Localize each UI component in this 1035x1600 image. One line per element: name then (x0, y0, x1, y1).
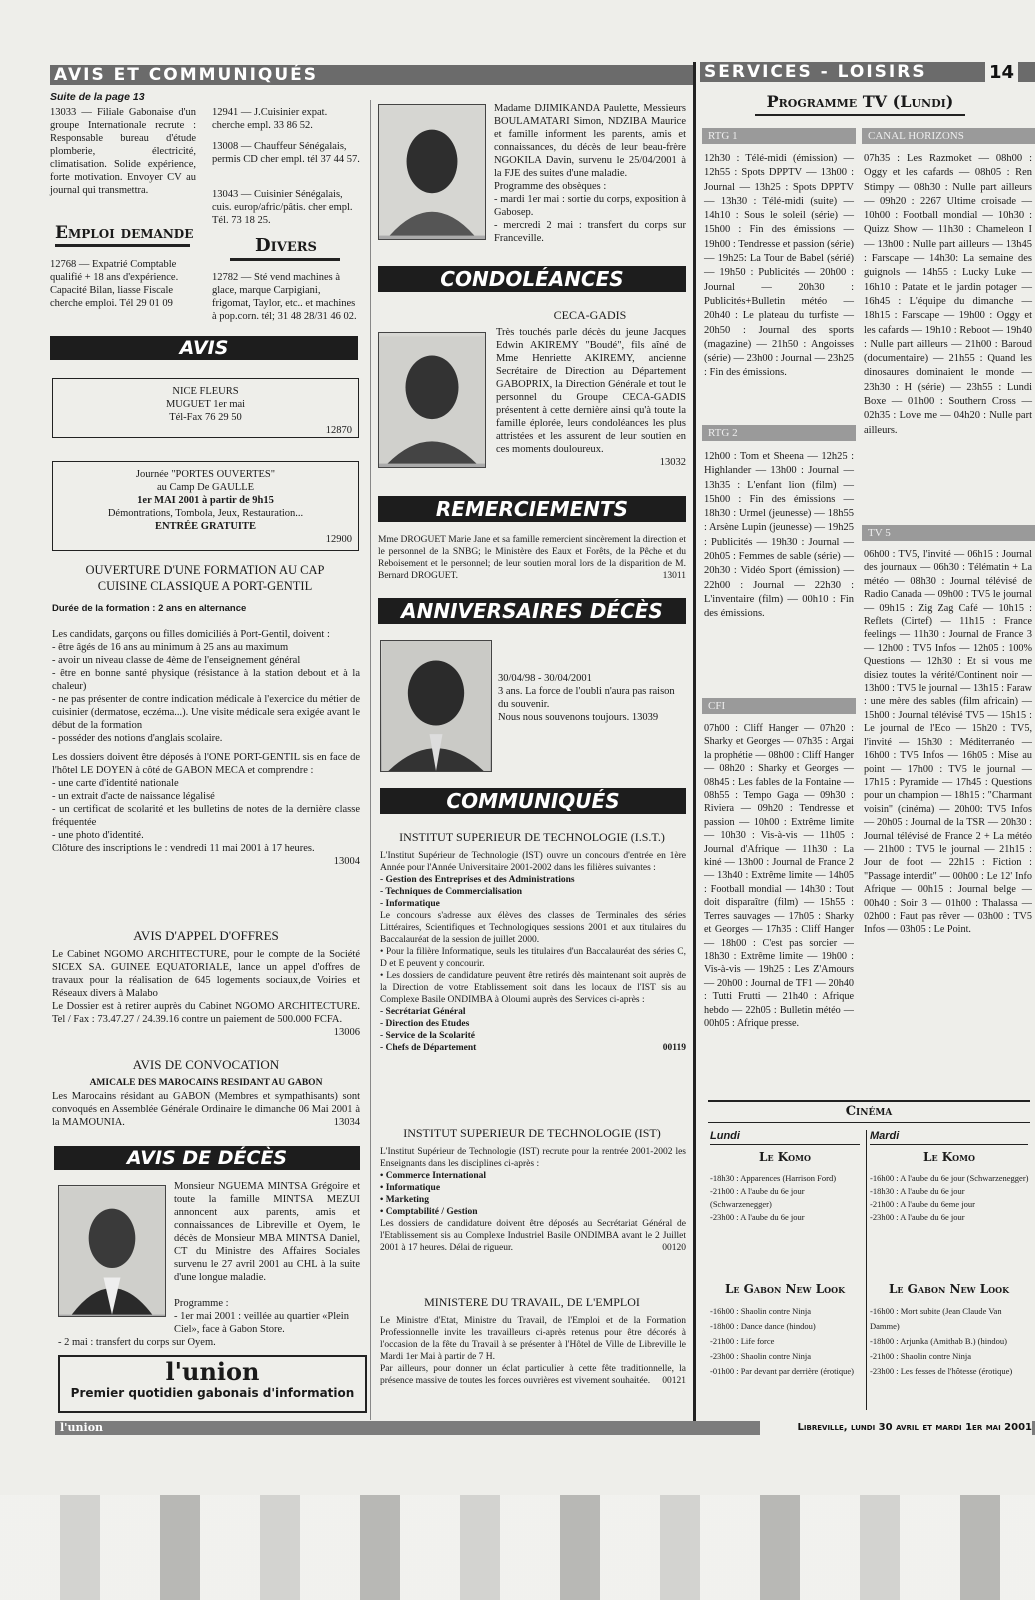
divider (755, 114, 965, 116)
portes-ouvertes-ad (52, 461, 359, 551)
cinema-item: -18h30 : A l'aube du 6e jour (870, 1186, 965, 1196)
band-title: COMMUNIQUÉS (446, 789, 620, 813)
condoleances-band (378, 266, 686, 292)
ad-line: Journée "PORTES OUVERTES" (135, 469, 276, 480)
cinema-item: -21h00 : A l'aube du 6e jour (Schwarzenegger) (710, 1186, 805, 1209)
condoleances-text (496, 326, 686, 469)
ad-line: 1er MAI 2001 à partir de 9h15 (137, 495, 274, 506)
classified-ad: 12782 — Sté vend machines à glace, marque Carpigiani, frigomat, Taylor, etc.. et machines à pop.corn. tél; 31 48 28/31 46 02. (212, 272, 357, 322)
union-logo: l'union (165, 1357, 260, 1386)
remerciements-text (378, 534, 686, 582)
cinema-item: -18h00 : Arjunka (Amithab B.) (hindou) (870, 1336, 1007, 1346)
cinema-item: -16h00 : Mort subite (Jean Claude Van Damme) (870, 1306, 1002, 1331)
ad-line: NICE FLEURS (172, 386, 239, 397)
appel-offres-text: Le Dossier est à retirer auprès du Cabinet NGOMO ARCHITECTURE. Tel / Fax : 73.47.27 / 24.39.16 contre un paiement de 500.000 FCFA. (52, 1001, 360, 1025)
nice-fleurs-ad (52, 378, 359, 438)
communiques-band (380, 788, 686, 814)
formation-title: OUVERTURE D'UNE FORMATION AU CAP CUISINE CLASSIQUE A PORT-GENTIL (85, 563, 325, 593)
ad-ref: 13039 (631, 712, 659, 723)
continued-note: Suite de la page 13 (50, 91, 145, 103)
anniversaire-text (498, 672, 686, 724)
ad-ref: 13006 (333, 1027, 360, 1038)
ad-ref: 13034 (333, 1117, 360, 1128)
formation-duree: Durée de la formation : 2 ans en alternance (52, 603, 247, 614)
tv-schedule-tv5: 06h00 : TV5, l'invité — 06h15 : Journal des journaux — 06h30 : Télématin + La météo — 08h30 : Journal télévisé de Radio Canada — 09h00 : TV5 le journal — 09h15 : Zig Zag Café — 10h15 : Reflets (Cirtef) — 11h15 : France feelings — 11h30 : Journal de France 3 — 12h00 : TV5 Infos — 12h05 : 100% Questions — 12h30 : Et si vous me disiez toutes la vérité/Continent noir — 13h00 : TV5 le journal — 13h15 : Faraw : une mère des sables (film africain) — 15h00 : Journal télévisé TV5 — 15h15 : Le journal de l'Eco — 15h20 : TV5, l'invité — 15h30 : Méditerranéo — 16h00 : TV5 Infos — 16h05 : Mise au point — 17h00 : TV5 le journal — 17h15 : Pyramide — 17h45 : Questions pour un champion — 18h15 : "Charmant voisin" (cinéma) — 20h00: TV5 Infos — 20h05 : Journal de la TSR — 20h30 : Journal télévisé de France 2 + La météo — 21h00 : TV5 le journal — 21h15 : Jour de foot — 22h15 : Fiction : "Passage interdit" — 00h00 : Le 12' Info Afrique — 00h15 : Journal belge — 00h40 : Soir 3 — 01h00 : Thalassa — 02h00 : Faut pas rêver — 03h00 : TV5 Infos — 03h05 : Le Point. (864, 549, 1032, 936)
portrait-photo (378, 332, 486, 468)
cinema-list (710, 1304, 862, 1379)
obseques-text (494, 102, 686, 245)
deces-programme (58, 1297, 360, 1349)
tv-schedule-cfi: 07h00 : Cliff Hanger — 07h20 : Sharky et Georges — 07h35 : Argai la prophétie — 08h00 : Cliff Hanger — 08h20 : Sharky et Georges — 08h45 : Les fables de la Fontaine — 08h55 : Tempo Gaga — 09h30 : Riviera — 09h20 : Tendresse et passion — 10h00 : Extrême limite — 10h30 : Vis-à-vis — 11h05 : Journal d'Afrique — 11h30 : La kiné — 13h00 : Journal de France 2 — 13h40 : Extrême limite — 14h05 : Football mondial — 14h30 : Tout doit disparaître (film) — 15h55 : Terres sauvages — 17h05 : Sharky et Georges — 17h35 : Cliff Hanger — 18h00 : C'est pas sorcier — 18h30 : Extrême limite — 19h00 : Vis-à-vis — 19h25 : Les Z'Amours — 20h00 : Journal de TF1 — 20h40 : Tutti Frutti — 21h40 : Afrique hebdo — 22h05 : Bulletin météo — 00h05 : Afrique presse. (704, 723, 854, 1029)
condoleances-body: Très touchés parle décès du jeune Jacques Edwin AKIREMY "Boudé", fils aîné de Mme Henriette AKIREMY, ancienne Secrétaire de Direction au Département GABOPRIX, la Direction Générale et tout le personnel du Groupe CECA-GADIS présentent à cette dernière ainsi qu'à toute la famille éplorée, leurs condoléances les plus attristées et les assurent de leur soutien en ces moments douloureux. (496, 327, 686, 455)
formation-intro: Les candidats, garçons ou filles domiciliés à Port-Gentil, doivent : (52, 629, 330, 640)
divider (870, 1144, 1028, 1145)
deces-band (54, 1146, 360, 1170)
band-title: AVIS DE DÉCÈS (126, 1147, 288, 1169)
cinema-newlook: Le Gabon New Look (724, 1282, 846, 1296)
cinema-item: -21h00 : Shaolin contre Ninja (870, 1351, 972, 1361)
formation-body (52, 628, 360, 868)
cinema-item: -21h00 : Life force (710, 1336, 775, 1346)
tv-schedule-canal: 07h35 : Les Razmoket — 08h00 : Oggy et les cafards — 08h05 : Ren Stimpy — 08h30 : Nulle part ailleurs — 09h20 : 2267 Ultime croisade — 10h00 : Football mondial — 10h30 : Quizz Show — 11h30 : Chameleon I — 13h00 : Nulle part ailleurs — 13h45 : Farscape — 14h30: La semaine des guignols — 14h55 : Lucky Luke — 16h10 : Patate et le jardin potager — 16h45 : L'équipe du dimanche — 18h15 : Farscape — 19h00 : Oggy et les cafards — 19h10 : Reboot — 19h40 : Nulle part ailleurs — 21h00 : Baroud (documentaire) — 21h55 : Quand les dinosaures dominaient le monde — 23h30 : H (série) — 23h55 : Lundi Boxe — 01h00 : Southern Cross — 02h35 : Love me — 04h20 : Nulle part ailleurs. (864, 153, 1032, 436)
ist2-body (380, 1146, 686, 1254)
portrait-illustration (381, 641, 491, 771)
classified-ad: 13033 — Filiale Gabonaise d'un groupe Internationale recrute : Responsable bureau d'étude plomberie, électricité, climatisation. Solide expérience, forte motivation. Envoyer CV au journal qui transmettra. (50, 107, 196, 196)
cinema-day: Lundi (710, 1130, 740, 1142)
column-rule (370, 100, 371, 1420)
deces-step: - 2 mai : transfert du corps sur Oyem. (58, 1337, 216, 1348)
ist-filiere: - Gestion des Entreprises et des Administrations (380, 875, 575, 885)
ist-service: - Secrétariat Général (380, 1007, 466, 1017)
ist2-text: L'Institut Supérieur de Technologie (IST) recrute pour la rentrée 2001-2002 les Enseignants dans les disciplines ci-après : (380, 1147, 686, 1169)
ministere-text: Le Ministre d'Etat, Ministre du Travail, de l'Emploi et de la Formation Professionnelle invite les travailleurs ci-après retenus pour être décorés à l'occasion de la fête du Travail à se présenter à l'Hôtel de Ville de Libreville le Mardi 1er Mai à partir de 7 H. (380, 1316, 686, 1362)
ad-line: MUGUET 1er mai (165, 399, 246, 410)
cinema-item: -23h00 : A l'aube du 6e jour (870, 1212, 965, 1222)
ad-line: ENTRÉE GRATUITE (154, 521, 257, 532)
cinema-item: -23h00 : A l'aube du 6e jour (710, 1212, 805, 1222)
divider (55, 244, 190, 247)
ad-ref: 13032 (659, 457, 686, 468)
ist-text: • Pour la filière Informatique, seuls les titulaires d'un Baccalauréat des séries C, D et E peuvent y concourir. (380, 947, 686, 969)
cinema-list (870, 1172, 1030, 1224)
formation-req: - ne pas présenter de contre indication médicale à l'exercice du métier de cuisinier (dermatose, eczéma...). Une visite médicale sera exigée avant le début de la formation (52, 694, 360, 731)
anniversaire-line (498, 711, 686, 724)
ministere-body (380, 1315, 686, 1387)
convocation-text: Les Marocains résidant au GABON (Membres et sympathisants) sont convoqués en Assemblée Générale Ordinaire le dimanche 06 Mai 2001 à la MAMOUNIA. (52, 1091, 360, 1128)
appel-offres-title: AVIS D'APPEL D'OFFRES (133, 928, 279, 943)
ist-service-label: - Chefs de Département (380, 1043, 477, 1053)
formation-dossier: Les dossiers doivent être déposés à l'ONE PORT-GENTIL sis en face de l'hôtel LE DOYEN à côté de GABON MECA et comprendre : (52, 752, 360, 776)
channel-header: CANAL HORIZONS (862, 128, 1035, 144)
formation-req: - posséder des notions d'anglais scolaire. (52, 733, 223, 744)
divider (710, 1144, 860, 1145)
cinema-komo: Le Komo (923, 1150, 975, 1164)
appel-offres-body (52, 948, 360, 1039)
ad-line: Tél-Fax 76 29 50 (169, 412, 242, 423)
cinema-title: Cinéma (845, 1104, 893, 1119)
deces-text: Monsieur NGUEMA MINTSA Grégoire et toute la famille MINTSA MEZUI annoncent aux parents, amis et connaissances de Libreville et Oyem, le décès de Monsieur MBA MINTSA Daniel, CT du Ministre des Affaires Sociales survenu le 27 avril 2001 au CHL à la suite d'une longue maladie. (174, 1181, 360, 1283)
cinema-newlook: Le Gabon New Look (888, 1282, 1010, 1296)
ad-ref: 00119 (662, 1043, 686, 1053)
portrait-illustration (379, 105, 485, 239)
classified-ad: 13008 — Chauffeur Sénégalais, permis CD cher empl. tél 37 44 57. (212, 141, 360, 165)
divider (230, 258, 340, 261)
formation-doc: - un extrait d'acte de naissance légalisé (52, 791, 215, 802)
formation-doc: - un certificat de scolarité et les bulletins de notes de la dernière classe fréquentée (52, 804, 360, 828)
portrait-photo (378, 104, 486, 240)
ist2-text: Les dossiers de candidature doivent être déposés au Secrétariat Général de l'Etablissement sis au Complexe Industriel Basile ONDIMBA avant le 2 Juillet 2001 à 17 heures. Délai de rigueur. (380, 1219, 686, 1253)
cinema-item: -23h00 : Les fesses de l'hôtesse (érotique) (870, 1366, 1013, 1376)
cinema-item: -23h00 : Shaolin contre Ninja (710, 1351, 812, 1361)
cinema-list (710, 1172, 862, 1224)
emploi-heading: Emploi demande (55, 223, 194, 243)
ist-body (380, 850, 686, 1054)
formation-req: - être âgés de 16 ans au minimum à 25 ans au maximum (52, 642, 289, 653)
ist2-discipline: • Comptabilité / Gestion (380, 1207, 478, 1217)
cinema-item: -16h00 : A l'aube du 6e jour (Schwarzenegger) (870, 1173, 1029, 1183)
cinema-item: -16h00 : Shaolin contre Ninja (710, 1306, 812, 1316)
ad-ref: 12870 (325, 425, 352, 436)
ist2-title: INSTITUT SUPERIEUR DE TECHNOLOGIE (IST) (403, 1126, 661, 1140)
band-title: CONDOLÉANCES (440, 267, 624, 291)
obseques-step: - mardi 1er mai : sortie du corps, exposition à Gabosep. (494, 194, 686, 218)
anniversaire-line: 3 ans. La force de l'oubli n'aura pas raison du souvenir. (498, 686, 675, 710)
ist2-discipline: • Commerce International (380, 1171, 487, 1181)
ministere-text: Par ailleurs, pour donner un éclat particulier à cette fête traditionnelle, la présence massive de toutes les forces ouvrières est vivement souhaitée. (380, 1364, 686, 1386)
ministere-title: MINISTERE DU TRAVAIL, DE L'EMPLOI (424, 1295, 640, 1309)
classified-ad: 12941 — J.Cuisinier expat. cherche empl. 33 86 52. (212, 107, 328, 131)
ist-text: Le concours s'adresse aux élèves des classes de Terminales des séries Littéraires, Scientifiques et Technologiques sessions 2001 et aux titulaires du Baccalauréat de la session de juillet 2000. (380, 911, 686, 945)
obseques-prog: Programme des obsèques : (494, 181, 607, 192)
convocation-body (52, 1090, 360, 1129)
avis-band (50, 336, 358, 360)
scan-noise (0, 1495, 1035, 1600)
formation-cloture: Clôture des inscriptions le : vendredi 11 mai 2001 à 17 heures. (52, 843, 315, 854)
formation-doc: - une photo d'identité. (52, 830, 144, 841)
deces-step: - 1er mai 2001 : veillée au quartier «Plein Ciel», face à Gabon Store. (174, 1311, 349, 1335)
convocation-title: AVIS DE CONVOCATION (132, 1057, 280, 1072)
ist-filiere: - Techniques de Commercialisation (380, 887, 523, 897)
classified-ad: 13043 — Cuisinier Sénégalais, cuis. europ/afric/pâtis. cher empl. Tél. 73 18 25. (212, 189, 353, 226)
ist-filiere: - Informatique (380, 899, 440, 909)
ad-ref: 00121 (662, 1376, 686, 1386)
cinema-list (870, 1304, 1030, 1379)
remerciements-body: Mme DROGUET Marie Jane et sa famille remercient sincèrement la direction et le personnel de la SNBG; le Ministère des Eaux et Forêts, de la Pêche et du Reboisement et le personnel; de leur soutien moral lors de la disparition de M. Bernard DROGUET. (378, 535, 686, 581)
ist2-discipline: • Marketing (380, 1195, 429, 1205)
page-number: 14 (985, 62, 1018, 83)
obseques-body: Madame DJIMIKANDA Paulette, Messieurs BOULAMATARI Simon, NDZIBA Maurice et famille informent les parents, amis et connaissances, du décès de leur beau-frère NGOKILA Davin, survenu le 25/04/2001 à la FJE des suites d'une maladie. (494, 103, 686, 179)
divider (708, 1100, 1030, 1102)
ist-title: INSTITUT SUPERIEUR DE TECHNOLOGIE (I.S.T.) (399, 830, 665, 844)
channel-header: CFI (702, 698, 856, 714)
ad-line: au Camp De GAULLE (156, 482, 255, 493)
ist-service: - Service de la Scolarité (380, 1031, 475, 1041)
cinema-day: Mardi (870, 1130, 900, 1142)
cinema-komo: Le Komo (759, 1150, 811, 1164)
ad-line: Démontrations, Tombola, Jeux, Restauration... (107, 508, 304, 519)
formation-req: - être en bonne santé physique (résistance à la station debout et à la chaleur) (52, 668, 360, 692)
channel-header: TV 5 (862, 525, 1035, 541)
tv-title: Programme TV (Lundi) (766, 92, 954, 111)
union-logo-box (58, 1355, 367, 1413)
ad-ref: 13004 (333, 856, 360, 867)
ist-service: - Direction des Etudes (380, 1019, 470, 1029)
remerciements-band (378, 496, 686, 522)
divers-heading: Divers (255, 235, 317, 256)
section-title: AVIS ET COMMUNIQUÉS (54, 65, 319, 85)
cinema-item: -21h00 : A l'aube du 6eme jour (870, 1199, 975, 1209)
ad-ref: 13011 (662, 571, 686, 581)
ist-service (380, 1042, 686, 1054)
appel-offres-text: Le Cabinet NGOMO ARCHITECTURE, pour le compte de la Société SICEX SA. GUINEE EQUATORIALE, lance un appel d'offres de travaux pour la réalisation de 645 logements sociaux,de Voiries et Réseaux divers à Malabo (52, 949, 360, 999)
anniversaire-dates: 30/04/98 - 30/04/2001 (498, 673, 592, 684)
anniversaires-band (378, 598, 686, 624)
deces-prog: Programme : (174, 1298, 229, 1309)
footer-date: Libreville, lundi 30 avril et mardi 1er mai 2001 (760, 1420, 1032, 1435)
cinema-item: -18h30 : Apparences (Harrison Ford) (710, 1173, 837, 1183)
portrait-photo (380, 640, 492, 772)
condoleances-subtitle: CECA-GADIS (553, 308, 627, 322)
anniversaire-line-text: Nous nous souvenons toujours. (498, 712, 630, 723)
cinema-item: -01h00 : Par devant par derrière (érotique) (710, 1366, 854, 1376)
formation-req: - avoir un niveau classe de 4ème de l'enseignement général (52, 655, 301, 666)
ad-ref: 12900 (325, 534, 352, 545)
portrait-illustration (379, 333, 485, 467)
ad-ref: 00120 (662, 1243, 686, 1253)
cinema-item: -18h00 : Dance dance (hindou) (710, 1321, 816, 1331)
channel-header: RTG 1 (702, 128, 856, 144)
divider (708, 1122, 1030, 1123)
ist2-discipline: • Informatique (380, 1183, 441, 1193)
band-title: ANNIVERSAIRES DÉCÈS (401, 599, 663, 623)
convocation-subtitle: AMICALE DES MAROCAINS RESIDANT AU GABON (89, 1078, 323, 1088)
band-title: AVIS (179, 337, 229, 359)
channel-header: RTG 2 (702, 425, 856, 441)
footer-logo: l'union (60, 1421, 104, 1434)
union-tagline: Premier quotidien gabonais d'information (70, 1386, 355, 1400)
column-rule (866, 1130, 867, 1410)
formation-doc: - une carte d'identité nationale (52, 778, 179, 789)
obseques-step: - mercredi 2 mai : transfert du corps sur Franceville. (494, 220, 686, 244)
section-title: SERVICES - LOISIRS (704, 62, 927, 82)
section-banner-avis (50, 65, 694, 85)
classified-ad: 12768 — Expatrié Comptable qualifié + 18 ans d'expérience. Capacité Bilan, liasse Fiscale cherche emploi. Tél 29 01 09 (50, 259, 179, 309)
band-title: REMERCIEMENTS (435, 497, 629, 521)
column-rule (693, 62, 696, 1422)
ist-text: • Les dossiers de candidature peuvent être retirés dès maintenant soit auprès de la Direction de votre Etablissement soit dans les locaux de l'IST sis au Complexe Basile ONDIMBA à Oloumi auprès des Services ci-après : (380, 971, 686, 1005)
tv-schedule-rtg2: 12h00 : Tom et Sheena — 12h25 : Highlander — 13h00 : Journal — 13h35 : L'enfant lion (film) — 15h00 : Fin des émissions — 18h30 : Urmel (jeunesse) — 18h55 : Arsène Lupin (jeunesse) — 19h25 : Publicités — 19h30 : Journal — 20h05 : Femmes de sable (série) — 20h30 : Vidéo Sport (émission) — 22h00 : Journal — 22h30 : L'inventaire (film) — 00h10 : Fin des émissions. (704, 451, 854, 620)
tv-schedule-rtg1: 12h30 : Télé-midi (émission) — 12h55 : Spots DPPTV — 13h00 : Journal — 13h25 : Spots DPPTV — 13h30 : Télé-midi (suite) — 14h10 : Sous le soleil (série) — 15h00 : Fin des émissions — 19h00 : Tendresse et passion (série) — 19h25: La Tour de Babel (sérié) — 19h50 : Publicités — 20h00 : Journal — 20h30 : Publicités+Bulletin météo — 20h40 : Le plateau du turfiste — 20h50 : Journal des sports (magazine) — 21h50 : Angoisses (série) — 23h00 : Journal — 23h25 : Fin des émissions. (704, 153, 854, 379)
ist-text: L'Institut Supérieur de Technologie (IST) ouvre un concours d'entrée en 1ère Année pour l'Année Universitaire 2001-2002 dans les filières suivantes : (380, 851, 686, 873)
